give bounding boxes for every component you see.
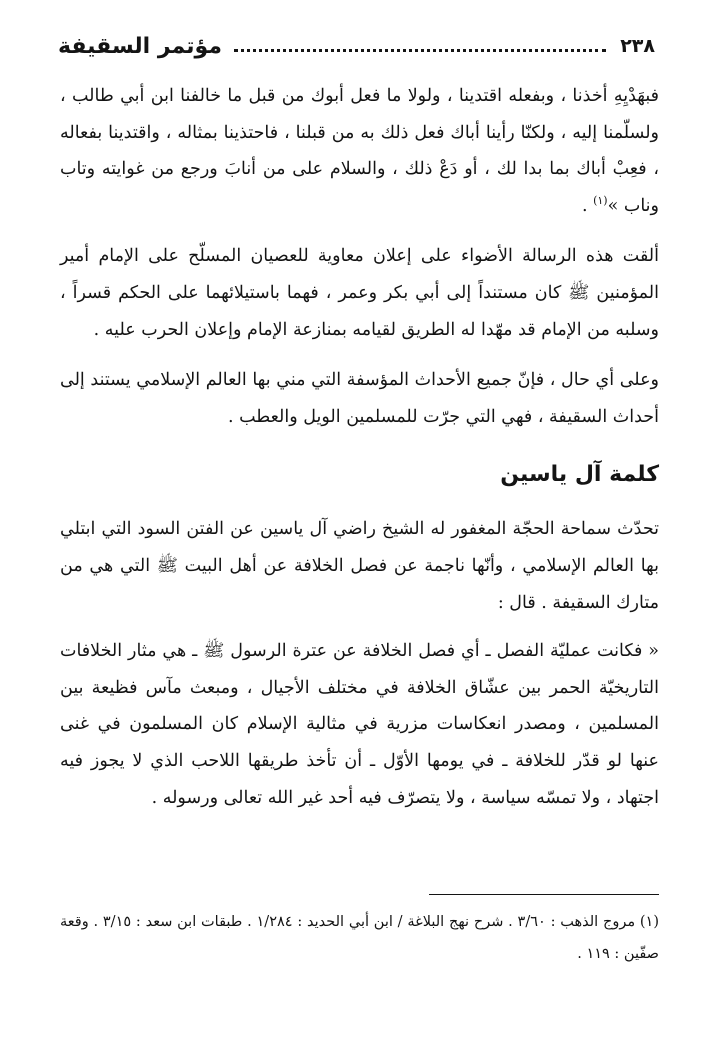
footnote: (١) مروج الذهب : ٣/٦٠ . شرح نهج البلاغة / ابن أبي الحديد : ١/٢٨٤ . طبقات ابن سعد : ٣/١٥ . وقعة صفّين : ١١٩ . [60, 914, 659, 962]
book-title: مؤتمر السقيفة [58, 33, 222, 59]
paragraph-intro: تحدّث سماحة الحجّة المغفور له الشيخ راضي آل ياسين عن الفتن السود التي ابتلي بها العالم الإسلامي ، وأنّها ناجمة عن فصل الخلافة عن أهل البيت ﷺ التي هي من متارك السقيفة . قال : [60, 519, 659, 613]
footnote-marker: (١) [593, 193, 608, 207]
page-header [58, 26, 655, 66]
page-number: ٢٣٨ [620, 35, 655, 57]
paragraph-letter-ending: فبهَدْيِهِ أخذنا ، وبفعله اقتدينا ، ولولا ما فعل أبوك من قبل ما خالفنا ابن أبي طالب ، ولسلّمنا إليه ، ولكنّا رأينا أباك فعل ذلك به من قبلنا ، فاحتذينا بمثاله ، واقتدينا بفعاله ، فعِبْ أباك بما بدا لك ، أو دَعْ ذلك ، والسلام على من أنابَ ورجع من غوايته وتاب وناب »$^{(١)}$ . [60, 86, 659, 216]
paragraph-text: فبهَدْيِهِ أخذنا ، وبفعله اقتدينا ، ولولا ما فعل أبوك من قبل ما خالفنا ابن أبي طالب ، ولسلّمنا إليه ، ولكنّا رأينا أباك فعل ذلك به من قبلنا ، فاحتذينا بمثاله ، واقتدينا بفعاله ، فعِبْ أباك بما بدا لك ، أو دَعْ ذلك ، والسلام على من أنابَ ورجع من غوايته وتاب وناب » [60, 86, 659, 216]
paragraph-conclusion: وعلى أي حال ، فإنّ جميع الأحداث المؤسفة التي مني بها العالم الإسلامي يستند إلى أحداث السقيفة ، فهي التي جرّت للمسلمين الويل والعطب . [60, 370, 659, 427]
main-text [60, 78, 659, 830]
header-dotted-leader [234, 49, 606, 52]
section-heading: كلمة آل ياسين [500, 462, 659, 488]
footnote-divider [429, 894, 659, 895]
paragraph-analysis: ألقت هذه الرسالة الأضواء على إعلان معاوية للعصيان المسلّح على الإمام أمير المؤمنين ﷺ كان مستنداً إلى أبي بكر وعمر ، فهما باستيلائهما على الحكم قسراً ، وسلبه من الإمام قد مهّدا له الطريق لقيامه بمنازعة الإمام وإعلان الحرب عليه . [60, 246, 659, 340]
paragraph-quote: « فكانت عمليّة الفصل ـ أي فصل الخلافة عن عترة الرسول ﷺ ـ هي مثار الخلافات التاريخيّة الحمر بين عشّاق الخلافة في مختلف الأجيال ، ومبعث مآس فظيعة بين المسلمين ، ومصدر انعكاسات مزرية في مثالية الإسلام كان المسلمون في غنى عنها لو قدّر للخلافة ـ في يومها الأوّل ـ أن تأخذ طريقها اللاحب الذي لا يجوز فيه اجتهاد ، ولا تمسّه سياسة ، ولا يتصرّف فيه أحد غير الله تعالى ورسوله . [60, 641, 659, 808]
